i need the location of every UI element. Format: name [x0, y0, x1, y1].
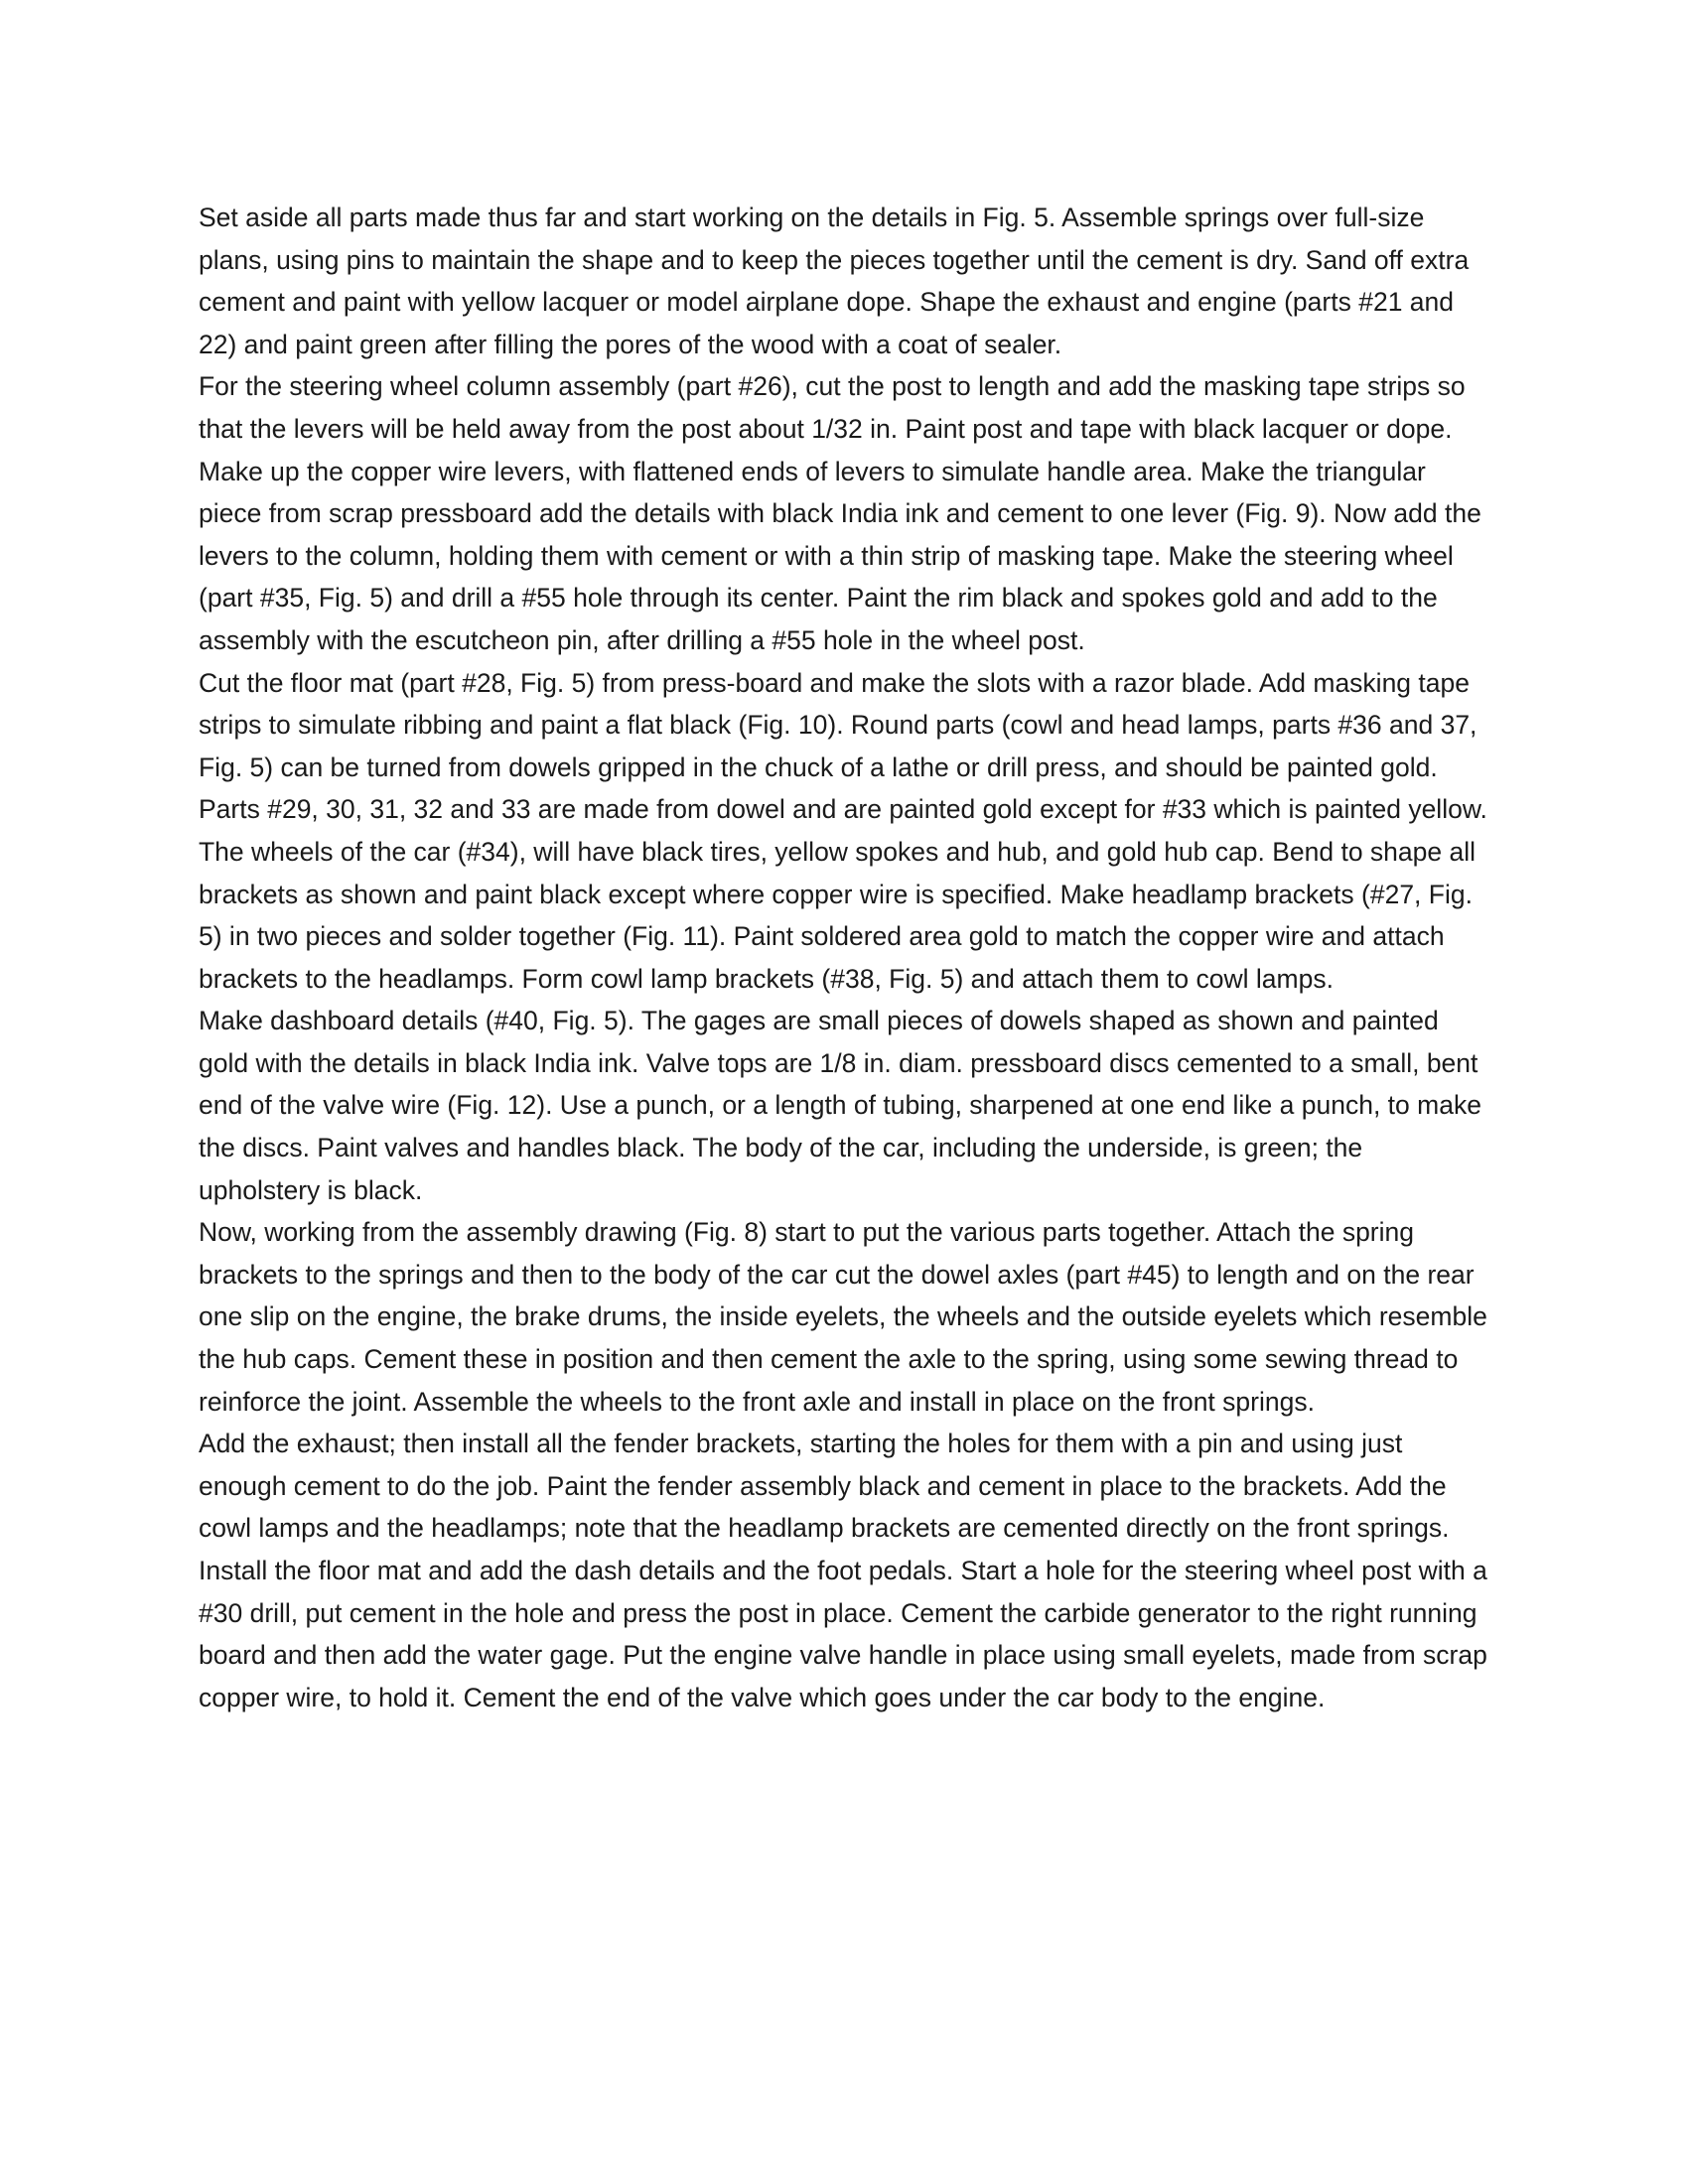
paragraph-floor-mat-install: Install the floor mat and add the dash details and the foot pedals. Start a hole for the steering wheel post with a #30 drill, put cement in the hole and press the post in place. Cement the carbide generator to the right running board and then add the water gage. Put the engine valve handle in place using small eyelets, made from scrap copper wire, to hold it. Cement the end of the valve which goes under the car body to the engine. — [199, 1556, 1487, 1712]
paragraph-steering-column: For the steering wheel column assembly (part #26), cut the post to length and add the masking tape strips so that the levers will be held away from the post about 1/32 in. Paint post and tape with black lacquer or dope. Make up the copper wire levers, with flattened ends of levers to simulate handle area. Make the triangular piece from scrap pressboard add the details with black India ink and cement to one lever (Fig. 9). Now add the levers to the column, holding them with cement or with a thin strip of masking tape. Make the steering wheel (part #35, Fig. 5) and drill a #55 hole through its center. Paint the rim black and spokes gold and add to the assembly with the escutcheon pin, after drilling a #55 hole in the wheel post. — [199, 371, 1481, 655]
paragraph-springs-exhaust-engine: Set aside all parts made thus far and start working on the details in Fig. 5. Assemble springs over full-size plans, using pins to maintain the shape and to keep the pieces together until the cement is dry. Sand off extra cement and paint with yellow lacquer or model airplane dope. Shape the exhaust and engine (parts #21 and 22) and paint green after filling the pores of the wood with a coat of sealer. — [199, 203, 1470, 359]
document-body — [199, 197, 1489, 1718]
paragraph-assembly-axles: Now, working from the assembly drawing (Fig. 8) start to put the various parts together. Attach the spring brackets to the springs and then to the body of the car cut the dowel axles (part #45) to length and on the rear one slip on the engine, the brake drums, the inside eyelets, the wheels and the outside eyelets which resemble the hub caps. Cement these in position and then cement the axle to the spring, using some sewing thread to reinforce the joint. Assemble the wheels to the front axle and install in place on the front springs. — [199, 1217, 1487, 1417]
paragraph-dowel-parts-brackets: Parts #29, 30, 31, 32 and 33 are made from dowel and are painted gold except for #33 which is painted yellow. The wheels of the car (#34), will have black tires, yellow spokes and hub, and gold hub cap. Bend to shape all brackets as shown and paint black except where copper wire is specified. Make headlamp brackets (#27, Fig. 5) in two pieces and solder together (Fig. 11). Paint soldered area gold to match the copper wire and attach brackets to the headlamps. Form cowl lamp brackets (#38, Fig. 5) and attach them to cowl lamps. — [199, 794, 1487, 994]
paragraph-dashboard-details: Make dashboard details (#40, Fig. 5). The gages are small pieces of dowels shaped as shown and painted gold with the details in black India ink. Valve tops are 1/8 in. diam. pressboard discs cemented to a small, bent end of the valve wire (Fig. 12). Use a punch, or a length of tubing, sharpened at one end like a punch, to make the discs. Paint valves and handles black. The body of the car, including the underside, is green; the upholstery is black. — [199, 1006, 1481, 1205]
paragraph-exhaust-fenders: Add the exhaust; then install all the fender brackets, starting the holes for them with a pin and using just enough cement to do the job. Paint the fender assembly black and cement in place to the brackets. Add the cowl lamps and the headlamps; note that the headlamp brackets are cemented directly on the front springs. — [199, 1429, 1450, 1544]
paragraph-floor-mat-lamps: Cut the floor mat (part #28, Fig. 5) from press-board and make the slots with a razor blade. Add masking tape strips to simulate ribbing and paint a flat black (Fig. 10). Round parts (cowl and head lamps, parts #36 and 37, Fig. 5) can be turned from dowels gripped in the chuck of a lathe or drill press, and should be painted gold. — [199, 667, 1477, 782]
